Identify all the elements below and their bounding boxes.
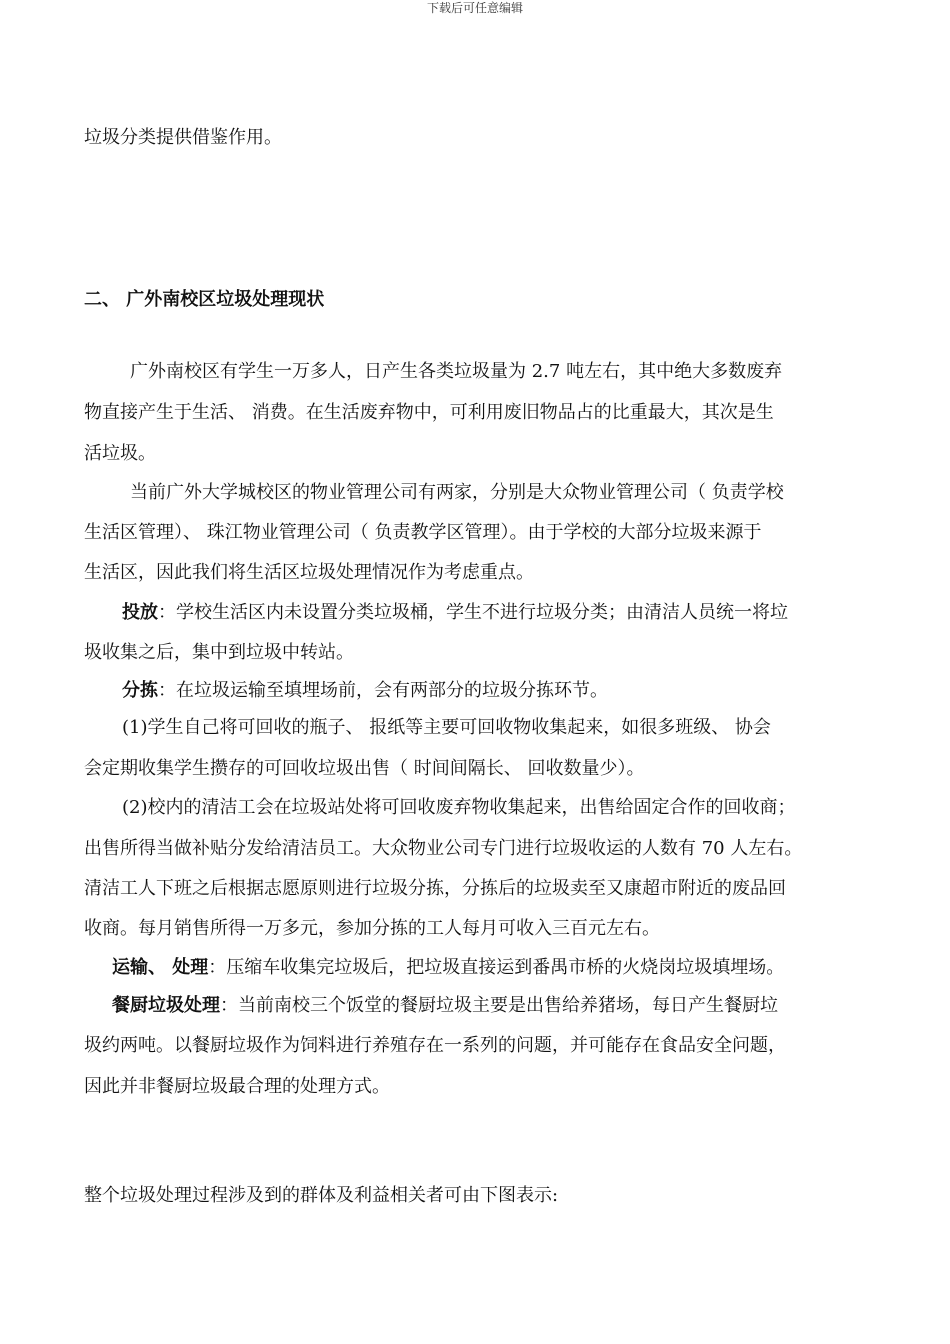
paragraph-line: 物直接产生于生活、 消费。在生活废弃物中，可利用废旧物品占的比重最大，其次是生 xyxy=(84,402,774,423)
paragraph-line xyxy=(112,956,784,980)
label-canchu: 餐厨垃圾处理 xyxy=(112,995,220,1016)
label-fenjian: 分拣 xyxy=(122,680,158,701)
closing-line: 整个垃圾处理过程涉及到的群体及利益相关者可由下图表示: xyxy=(84,1185,559,1206)
paragraph-line: 出售所得当做补贴分发给清洁员工。大众物业公司专门进行垃圾收运的人数有 70 人左右。 xyxy=(84,838,803,859)
label-toufang: 投放 xyxy=(122,602,158,623)
paragraph-line: 生活区管理）、 珠江物业管理公司（ 负责教学区管理）。由于学校的大部分垃圾来源于 xyxy=(84,522,762,543)
paragraph-line: 活垃圾。 xyxy=(84,443,156,464)
intro-tail-line: 垃圾分类提供借鉴作用。 xyxy=(84,127,282,148)
paragraph-line: 会定期收集学生攒存的可回收垃圾出售（ 时间间隔长、 回收数量少）。 xyxy=(84,758,645,779)
paragraph-line xyxy=(122,679,608,703)
paragraph-line: 收商。每月销售所得一万多元，参加分拣的工人每月可收入三百元左右。 xyxy=(84,918,660,939)
paragraph-line: 广外南校区有学生一万多人，日产生各类垃圾量为 2.7 吨左右，其中绝大多数废弃 xyxy=(130,361,783,382)
paragraph-text: ：在垃圾运输至填埋场前，会有两部分的垃圾分拣环节。 xyxy=(158,680,608,701)
paragraph-line: 圾收集之后，集中到垃圾中转站。 xyxy=(84,642,354,663)
paragraph-line: 清洁工人下班之后根据志愿原则进行垃圾分拣，分拣后的垃圾卖至又康超市附近的废品回 xyxy=(84,878,786,899)
paragraph-text: ：压缩车收集完垃圾后，把垃圾直接运到番禺市桥的火烧岗垃圾填埋场。 xyxy=(208,957,785,978)
section-heading: 二、 广外南校区垃圾处理现状 xyxy=(84,289,325,310)
paragraph-line: 圾约两吨。以餐厨垃圾作为饲料进行养殖存在一系列的问题，并可能存在食品安全问题， xyxy=(84,1035,786,1056)
paragraph-line: 生活区，因此我们将生活区垃圾处理情况作为考虑重点。 xyxy=(84,562,534,583)
paragraph-text: ：当前南校三个饭堂的餐厨垃圾主要是出售给养猪场，每日产生餐厨垃 xyxy=(220,995,778,1016)
page-header-note: 下载后可任意编辑 xyxy=(426,1,523,15)
paragraph-line xyxy=(112,994,778,1018)
label-yunshu-chuli: 运输、 处理 xyxy=(112,957,209,978)
paragraph-line: 因此并非餐厨垃圾最合理的处理方式。 xyxy=(84,1076,390,1097)
paragraph-line: (1)学生自己将可回收的瓶子、 报纸等主要可回收物收集起来，如很多班级、 协会 xyxy=(122,717,771,738)
paragraph-line: (2)校内的清洁工会在垃圾站处将可回收废弃物收集起来，出售给固定合作的回收商； xyxy=(122,797,796,818)
paragraph-text: ：学校生活区内未设置分类垃圾桶，学生不进行垃圾分类；由清洁人员统一将垃 xyxy=(158,602,788,623)
paragraph-line xyxy=(122,601,788,625)
paragraph-line: 当前广外大学城校区的物业管理公司有两家，分别是大众物业管理公司（ 负责学校 xyxy=(130,482,784,503)
